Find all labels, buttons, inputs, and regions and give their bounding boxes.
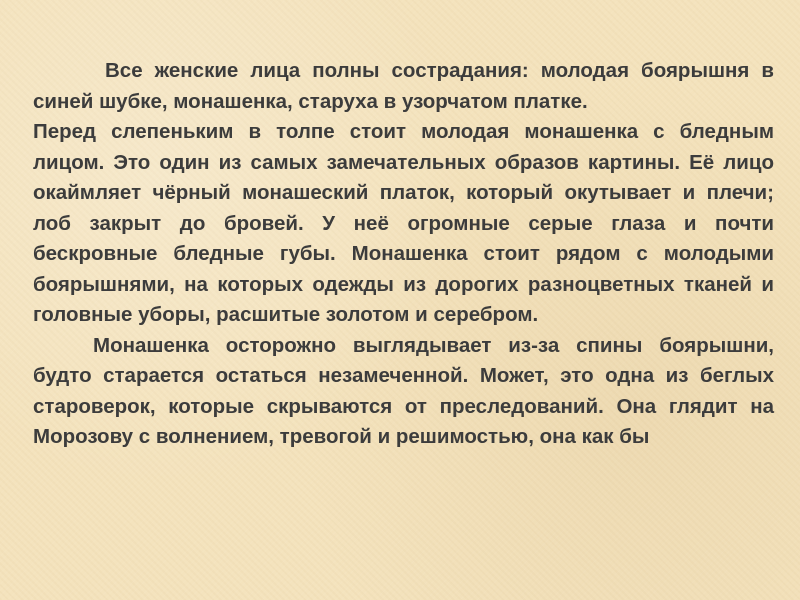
body-text bbox=[33, 56, 774, 453]
paragraph-1: Все женские лица полны сострадания: молодая боярышня в синей шубке, монашенка, старуха в узорчатом платке. bbox=[33, 59, 774, 113]
paragraph-3: Монашенка осторожно выглядывает из-за спины боярышни, будто старается остаться незамеченной. Может, это одна из беглых староверок, которые скрываются от преследований. Она глядит на Морозову с волнением, тревогой и решимостью, она как бы bbox=[33, 333, 774, 448]
paragraph-2: Перед слепеньким в толпе стоит молодая монашенка с бледным лицом. Это один из самых замечательных образов картины. Её лицо окаймляет чёрный монашеский платок, который окутывает и плечи; лоб закрыт до бровей. У неё огромные серые глаза и почти бескровные бледные губы. Монашенка стоит рядом с молодыми боярышнями, на которых одежды из дорогих разноцветных тканей и головные уборы, расшитые золотом и серебром. bbox=[33, 120, 774, 326]
